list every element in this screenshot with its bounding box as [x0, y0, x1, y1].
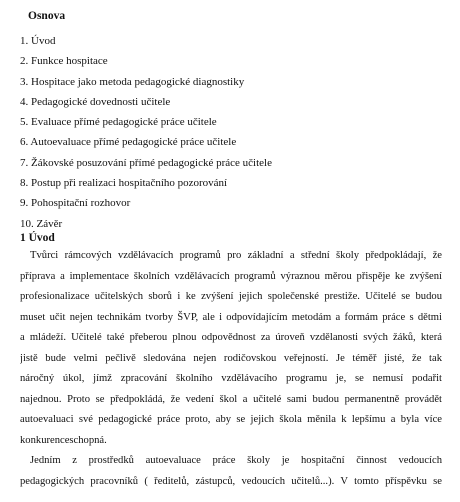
- toc-item: 4. Pedagogické dovednosti učitele: [20, 95, 171, 108]
- toc-item: 1. Úvod: [20, 35, 56, 47]
- toc-item: 6. Autoevaluace přímé pedagogické práce učitele: [20, 136, 237, 149]
- toc-item: 2. Funkce hospitace: [20, 55, 108, 68]
- toc-item: 9. Pohospitační rozhovor: [20, 197, 131, 210]
- toc-item: 8. Postup při realizaci hospitačního pozorování: [20, 177, 228, 190]
- toc-item: 5. Evaluace přímé pedagogické práce učitele: [20, 116, 217, 129]
- text-line: náročný úkol, jímž zpracování školního vzdělávacího programu je, se nemusí podařit: [20, 373, 442, 384]
- text-line: profesionalizace učitelských sborů i ke zvýšení jejich společenské prestiže. Učitelé se budou: [20, 291, 442, 302]
- section-title: 1 Úvod: [20, 232, 55, 244]
- text-line: a mládeží. Učitelé také přeberou plnou odpovědnost za úroveň vzdělanosti svých žáků, která: [20, 332, 442, 343]
- text-line: Jedním z prostředků autoevaluace práce školy je hospitační činnost vedoucích: [30, 455, 442, 466]
- text-line: konkurenceschopná.: [20, 434, 107, 446]
- text-line: Tvůrci rámcových vzdělávacích programů pro základní a střední školy předpokládají, že: [30, 250, 442, 261]
- text-line: příprava a implementace školních vzdělávacích programů výraznou měrou přispěje ke zvýšení: [20, 270, 442, 282]
- text-line: muset učit nejen technikám tvorby ŠVP, ale i odpovídajícím metodám a formám práce s dětmi: [20, 311, 442, 323]
- body-text: [20, 246, 442, 492]
- text-line: pedagogických pracovníků ( ředitelů, zástupců, vedoucích učitelů...). V tomto příspěvku se: [20, 475, 442, 487]
- table-of-contents: [20, 31, 272, 234]
- text-line: najednou. Proto se předpokládá, že vedení škol a učitelé sami budou permanentně provádět: [20, 393, 442, 405]
- outline-heading: Osnova: [28, 10, 66, 22]
- text-line: jistě bude velmi pečlivě sledována nejen rodičovskou veřejností. Je téměř jisté, že tak: [20, 352, 442, 364]
- toc-item: 3. Hospitace jako metoda pedagogické diagnostiky: [20, 75, 245, 88]
- toc-item: 7. Žákovské posuzování přímé pedagogické práce učitele: [20, 156, 272, 169]
- toc-item: 10. Závěr: [20, 217, 63, 230]
- text-line: autoevaluaci své pedagogické práce proto, aby se jejich škola měnila k lepšímu a byla více: [20, 414, 442, 425]
